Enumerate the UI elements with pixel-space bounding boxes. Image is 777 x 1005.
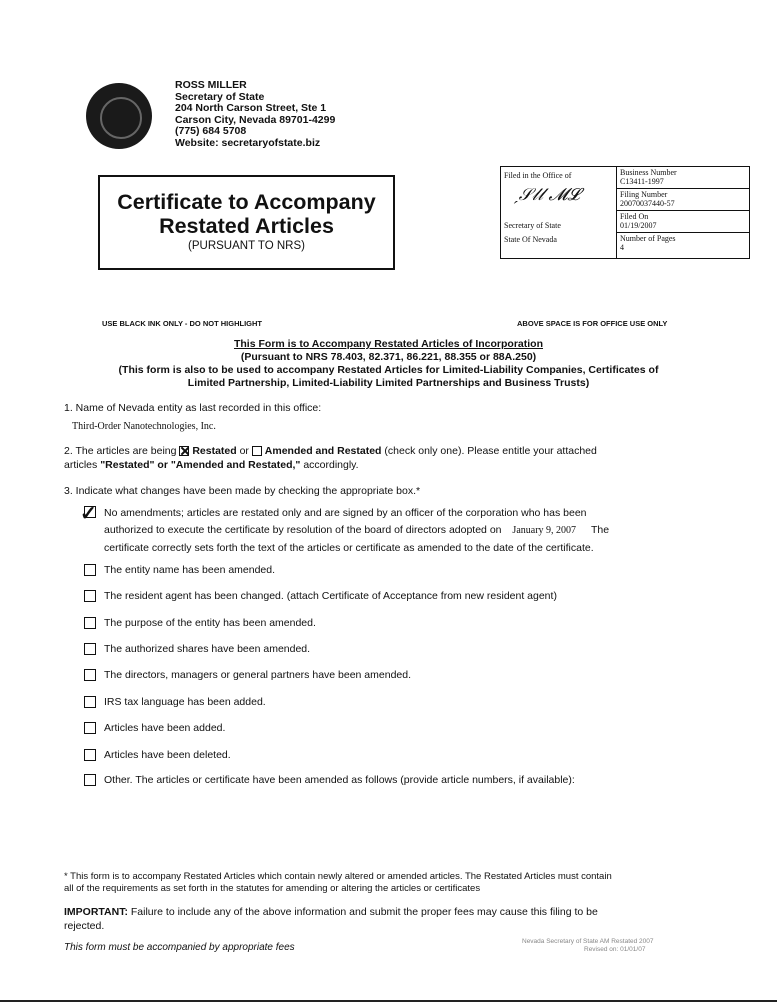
filing-number-label: Filing Number bbox=[620, 190, 668, 199]
address-line-1: 204 North Carson Street, Ste 1 bbox=[175, 102, 327, 114]
option-authorized-shares: The authorized shares have been amended. bbox=[104, 643, 311, 655]
important-line-2: rejected. bbox=[64, 919, 105, 932]
business-number: C13411-1997 bbox=[620, 177, 664, 186]
no-amend-line-2a: authorized to execute the certificate by resolution of the board of directors adopted on bbox=[104, 524, 502, 536]
q2-prefix: 2. The articles are being bbox=[64, 445, 177, 457]
q2-line2-c: accordingly. bbox=[303, 459, 359, 471]
secretary-label: Secretary of State bbox=[504, 221, 561, 230]
footnote bbox=[64, 871, 612, 895]
entity-name-field[interactable]: Third-Order Nanotechnologies, Inc. bbox=[72, 421, 216, 432]
secretary-name: ROSS MILLER bbox=[175, 79, 247, 91]
address-line-2: Carson City, Nevada 89701-4299 bbox=[175, 113, 336, 126]
title-line-1: Certificate to Accompany bbox=[117, 190, 376, 214]
hand-check-icon: ✓ bbox=[80, 503, 97, 525]
amended-checkbox[interactable] bbox=[252, 446, 262, 456]
signature: ˏ𝒮𝓁𝓁 𝓜𝓛 bbox=[513, 185, 580, 205]
q2-line-1 bbox=[64, 445, 597, 458]
certificate-title bbox=[100, 190, 393, 238]
option-checkbox[interactable] bbox=[84, 617, 96, 629]
state-seal bbox=[86, 83, 152, 149]
fees-notice: This form must be accompanied by appropriate fees bbox=[64, 942, 295, 953]
website: Website: secretaryofstate.biz bbox=[175, 136, 321, 149]
q2-line2-b: "Restated" or "Amended and Restated," bbox=[100, 459, 301, 471]
q2-line-2 bbox=[64, 459, 359, 472]
q1-label: 1. Name of Nevada entity as last recorded in this office: bbox=[64, 402, 322, 414]
filed-on-label: Filed On bbox=[620, 212, 649, 221]
secretary-title: Secretary of State bbox=[175, 90, 265, 103]
option-irs-tax: IRS tax language has been added. bbox=[104, 696, 266, 708]
option-entity-name: The entity name has been amended. bbox=[104, 564, 276, 576]
filed-stamp bbox=[501, 167, 617, 258]
amended-label: Amended and Restated bbox=[264, 445, 382, 457]
filed-label: Filed in the Office of bbox=[504, 171, 572, 180]
filed-on: 01/19/2007 bbox=[620, 221, 657, 230]
option-checkbox[interactable] bbox=[84, 749, 96, 761]
footnote-line-1: * This form is to accompany Restated Articles which contain newly altered or amended articles. The Restated Articles must contain bbox=[64, 871, 612, 882]
form-usage-line-1: (This form is also to be used to accompany Restated Articles for Limited-Liability Companies, Certificates of bbox=[118, 364, 659, 376]
option-checkbox[interactable] bbox=[84, 643, 96, 655]
board-resolution-date[interactable]: January 9, 2007 bbox=[512, 525, 577, 536]
revision-line-1: Nevada Secretary of State AM Restated 2007 bbox=[522, 938, 654, 945]
phone: (775) 684 5708 bbox=[175, 125, 247, 137]
black-ink-notice: USE BLACK INK ONLY - DO NOT HIGHLIGHT bbox=[102, 319, 263, 328]
state-label: State Of Nevada bbox=[504, 235, 557, 244]
q3-label: 3. Indicate what changes have been made by checking the appropriate box.* bbox=[64, 485, 421, 497]
pages-cell bbox=[617, 233, 749, 255]
footnote-line-2: all of the requirements as set forth in the statutes for amending or altering the articles or certificates bbox=[64, 883, 481, 894]
office-space-notice: ABOVE SPACE IS FOR OFFICE USE ONLY bbox=[517, 319, 668, 328]
filing-number: 20070037440-57 bbox=[620, 199, 675, 208]
filed-on-cell bbox=[617, 211, 749, 233]
title-line-2: Restated Articles bbox=[159, 214, 334, 238]
option-checkbox[interactable] bbox=[84, 774, 96, 786]
form-usage-line-2: Limited Partnership, Limited-Liability Limited Partnerships and Business Trusts) bbox=[187, 377, 590, 389]
filing-number-cell bbox=[617, 189, 749, 211]
option-checkbox[interactable] bbox=[84, 564, 96, 576]
revision-line-2: Revised on: 01/01/07 bbox=[584, 946, 646, 953]
business-number-label: Business Number bbox=[620, 168, 677, 177]
option-other: Other. The articles or certificate have been amended as follows (provide article numbers, if available): bbox=[104, 774, 575, 786]
pages-label: Number of Pages bbox=[620, 234, 676, 243]
revision-info bbox=[522, 938, 654, 954]
option-checkbox[interactable] bbox=[84, 590, 96, 602]
option-checkbox[interactable] bbox=[84, 696, 96, 708]
option-articles-deleted: Articles have been deleted. bbox=[104, 749, 231, 761]
q2-line2-a: articles bbox=[64, 459, 98, 471]
option-checkbox[interactable] bbox=[84, 669, 96, 681]
option-checkbox[interactable] bbox=[84, 722, 96, 734]
bottom-border bbox=[0, 1000, 777, 1002]
option-resident-agent: The resident agent has been changed. (attach Certificate of Acceptance from new resident agent) bbox=[104, 590, 557, 602]
office-header bbox=[175, 80, 335, 149]
option-articles-added: Articles have been added. bbox=[104, 722, 226, 734]
no-amend-line-2 bbox=[104, 524, 609, 537]
option-purpose: The purpose of the entity has been amended. bbox=[104, 617, 316, 629]
restated-checkbox[interactable] bbox=[179, 446, 189, 456]
form-statute: (Pursuant to NRS 78.403, 82.371, 86.221, 88.355 or 88A.250) bbox=[240, 351, 537, 363]
office-use-box bbox=[500, 166, 750, 259]
q2-or: or bbox=[239, 445, 249, 457]
form-heading: This Form is to Accompany Restated Articles of Incorporation bbox=[233, 338, 544, 350]
no-amend-line-2b: The bbox=[590, 524, 610, 536]
q2-suffix: (check only one). Please entitle your attached bbox=[384, 445, 597, 457]
certificate-title-box bbox=[98, 175, 395, 270]
option-directors: The directors, managers or general partners have been amended. bbox=[104, 669, 412, 681]
no-amend-line-1: No amendments; articles are restated only and are signed by an officer of the corporation who has been bbox=[104, 507, 587, 519]
pages: 4 bbox=[620, 243, 624, 252]
certificate-subtitle: (PURSUANT TO NRS) bbox=[188, 240, 305, 252]
business-number-cell bbox=[617, 167, 749, 189]
important-notice bbox=[64, 906, 598, 933]
filing-info bbox=[617, 167, 749, 258]
restated-label: Restated bbox=[192, 445, 237, 457]
no-amend-line-3: certificate correctly sets forth the text of the articles or certificate as amended to the date of the certificate. bbox=[104, 542, 594, 554]
important-label: IMPORTANT: bbox=[64, 906, 128, 918]
important-text: Failure to include any of the above information and submit the proper fees may cause this filing to be bbox=[130, 906, 598, 918]
